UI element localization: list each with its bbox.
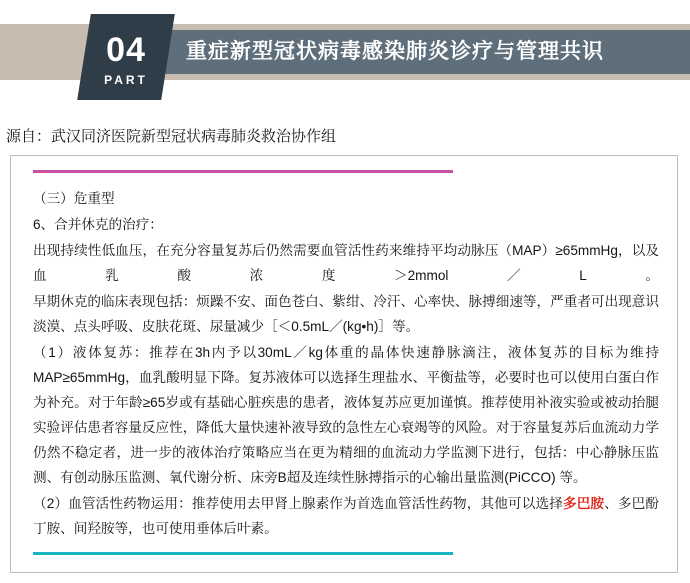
section-heading: （三）危重型 <box>33 191 115 206</box>
paragraph-definition: 出现持续性低血压，在充分容量复苏后仍然需要血管活性药来维持平均动脉压（MAP）≥65mmHg，以及血乳酸浓度＞2mmol／L。 <box>33 243 659 283</box>
item-heading: 6、合并休克的治疗： <box>33 217 163 232</box>
divider-bottom <box>33 552 453 555</box>
part-word-label: PART <box>104 73 148 87</box>
source-attribution: 源自：武汉同济医院新型冠状病毒肺炎救治协作组 <box>6 128 337 145</box>
divider-top <box>33 170 453 173</box>
page-title: 重症新型冠状病毒感染肺炎诊疗与管理共识 <box>186 40 604 63</box>
vasoactive-highlight: 多巴胺 <box>562 496 605 511</box>
part-badge <box>77 14 175 100</box>
part-badge-content <box>84 14 168 100</box>
content-card <box>10 155 678 573</box>
body-text <box>33 186 659 542</box>
vasoactive-prefix: （2）血管活性药物运用：推荐使用去甲肾上腺素作为首选血管活性药物，其他可以选择 <box>33 496 563 511</box>
page-header <box>0 0 690 110</box>
paragraph-vasoactive-drugs <box>33 491 659 541</box>
paragraph-fluid-resuscitation: （1）液体复苏：推荐在3h内予以30mL／kg体重的晶体快速静脉滴注，液体复苏的目标为维持MAP≥65mmHg，血乳酸明显下降。复苏液体可以选择生理盐水、平衡盐等，必要时也可以使用白蛋白作为补充。对于年龄≥65岁或有基础心脏疾患的患者，液体复苏应更加谨慎。推荐使用补液实验或被动抬腿实验评估患者容量反应性，降低大量快速补液导致的急性左心衰竭等的风险。对于容量复苏后血流动力学仍然不稳定者，进一步的液体治疗策略应当在更为精细的血流动力学监测下进行，包括：中心静脉压监测、有创动脉压监测、氧代谢分析、床旁B超及连续性脉搏指示的心输出量监测(PiCCO) 等。 <box>33 345 659 485</box>
paragraph-clinical-signs: 早期休克的临床表现包括：烦躁不安、面色苍白、紫绀、冷汗、心率快、脉搏细速等，严重者可出现意识淡漠、点头呼吸、皮肤花斑、尿量减少［＜0.5mL／(kg•h)］等。 <box>33 294 659 334</box>
part-number: 04 <box>106 31 146 69</box>
vasoactive-suffix: 、多巴酚丁胺、间羟胺等，也可使用垂体后叶素。 <box>33 496 660 536</box>
